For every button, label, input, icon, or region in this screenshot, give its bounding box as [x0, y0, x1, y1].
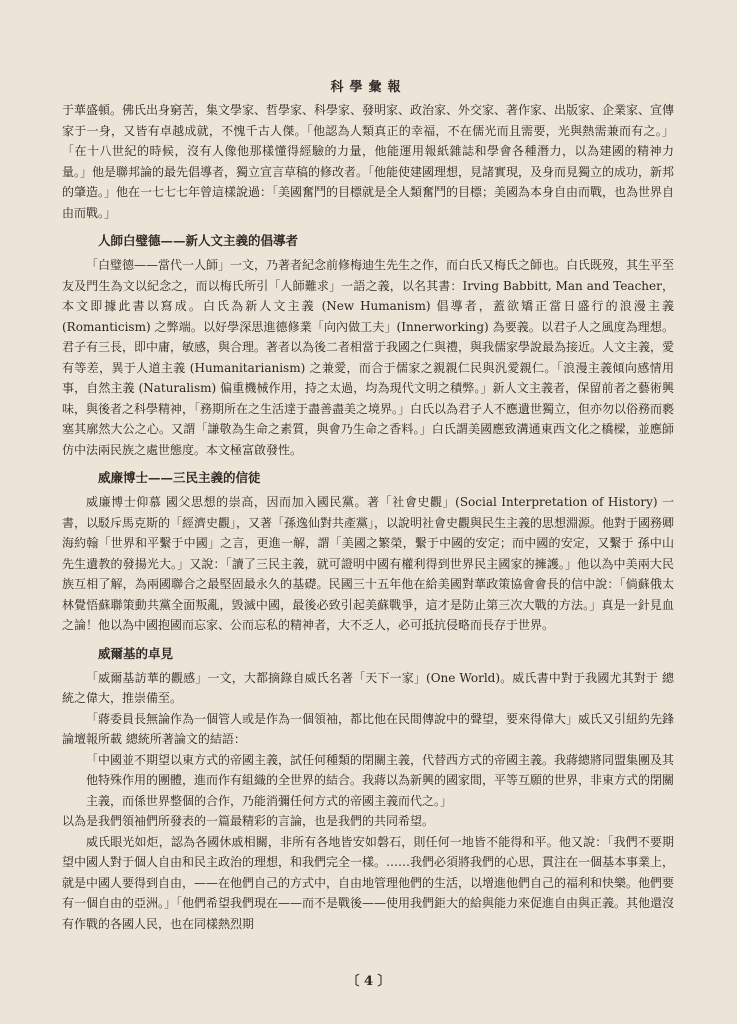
section-heading-williams: 威廉博士——三民主義的信徒 [98, 470, 261, 485]
article-body [62, 100, 674, 934]
section-heading-babbitt: 人師白璧德——新人文主義的倡導者 [98, 233, 299, 248]
running-header: 科學彙報 [330, 80, 407, 95]
page-number: 〔 4 〕 [346, 974, 391, 989]
section-paragraph-willkie-3: 以為是我們領袖們所發表的一篇最精彩的言論，也是我們的共同希望。 [62, 814, 435, 828]
block-quote: 「中國並不期望以東方式的帝國主義，試任何種類的閉關主義，代替西方式的帝國主義。我蔣總將同盟集團及其他特殊作用的團體，進而作有組織的全世界的結合。我蔣以為新興的國家間，平等互願的世界，非東方式的閉關主義，而係世界整個的合作，乃能消彌任何方式的帝國主義而代之。」 [86, 752, 675, 808]
intro-paragraph: 于華盛頓。佛氏出身窮苦，集文學家、哲學家、科學家、發明家、政治家、外交家、著作家、出版家、企業家、宣傳家于一身，又皆有卓越成就，不愧千古人傑。「他認為人類真正的幸福，不在儒光而且需要，光與熱需兼而有之。」「在十八世紀的時候，沒有人像他那樣懂得經驗的力量，他能運用報紙雜誌和學會各種潛力，以為建國的精神力量。」他是聯邦論的最先倡導者，獨立宣言草稿的修改者。「他能使建國理想，見諸實現，及身而見獨立的成功，新邦的肇造。」他在一七七七年曾這樣說過：「美國奮鬥的目標就是全人類奮鬥的目標；美國為本身自由而戰，也為世界自由而戰。」 [62, 103, 675, 220]
section-paragraph-willkie-2: 「蔣委員長無論作為一個管人或是作為一個領袖，都比他在民間傳說中的聲望，要來得偉大」威氏又引紐約先鋒論壇報所載 總統所著論文的結語： [62, 711, 675, 746]
section-paragraph-williams: 威廉博士仰慕 國父思想的崇高，因而加入國民黨。著「社會史觀」(Social Interpretation of History) 一書，以駁斥馬克斯的「經濟史觀」，又著「孫逸仙對共產黨」，以說明社會史觀與民生主義的思想淵源。他對于國務卿海約翰「世界和平繫于中國」之言，更進一解，謂「美國之繁榮，繫于中國的安定；而中國的安定，又繫于 孫中山先生遺教的發揚光大。」又說：「讀了三民主義，就可證明中國有權利得到世界民主國家的擁護。」他以為中美兩大民族互相了解，為兩國聯合之最堅固最永久的基礎。民國三十五年他在給美國對華政策協會會長的信中說：「倘蘇俄太林覺悟蘇聯策動共黨全面叛亂，毀滅中國，最後必致引起美蘇戰爭，這才是防止第三次大戰的方法。」真是一針見血之論！他以為中國抱國而忘家、公而忘私的精神者，大不乏人，必可抵抗侵略而長存于世界。 [62, 495, 675, 632]
section-paragraph-babbitt: 「白璧德——當代一人師」一文，乃著者紀念前修梅迪生先生之作，而白氏又梅氏之師也。白氏既歿，其生平至友及門生為文以紀念之，而以梅氏所引「人師難求」一語之義，以名其書：Irving Babbitt, Man and Teacher，本文即據此書以寫成。白氏為新人文主義 (New Humanism) 倡導者，蓋欲矯正當日盛行的浪漫主義 (Romanticism) 之弊端。以好學深思進德修業「向內做工夫」(Innerworking) 為要義。以君子人之風度為理想。君子有三長，即中庸，敏感，與合理。著者以為後二者相當于我國之仁與禮，與我儒家學說最為接近。人文主義，愛有等差，異于人道主義 (Humanitarianism) 之兼愛，而合于儒家之親親仁民與汎愛親仁。「浪漫主義傾向感情用事，自然主義 (Naturalism) 偏重機械作用，持之太過，均為現代文明之積弊。」新人文主義者，保留前者之藝術興味，與後者之科學精神，「務期所在之生活達于盡善盡美之境界。」白氏以為君子人不應遺世獨立，但亦勿以俗務而褻塞其廓然大公之心。又謂「謙敬為生命之素質，與會乃生命之香料。」白氏謂美國應致溝通東西文化之橋樑，並應師仿中法兩民族之處世態度。本文極富啟發性。 [62, 258, 675, 457]
section-paragraph-willkie-1: 「威爾基訪華的觀感」一文，大都摘錄自威氏名著「天下一家」(One World)。威氏書中對于我國尤其對于 總統之偉大，推崇備至。 [62, 670, 674, 705]
section-paragraph-willkie-4: 威氏眼光如炬，認為各國休戚相關，非所有各地皆安如磐石，則任何一地皆不能得和平。他又說：「我們不要期望中國人對于個人自由和民主政治的理想，和我們完全一樣。……我們必須將我們的心思，貫注在一個基本事業上，就是中國人要得到自由，——在他們自己的方式中，自由地管理他們的生活，以增進他們自己的福利和快樂。他們要有一個自由的亞洲。」「他們希望我們現在——而不是戰後——使用我們鉅大的給與能力來促進自由與正義。其他還沒有作戰的各國人民，也在同樣熱烈期 [62, 834, 675, 931]
section-heading-willkie: 威爾基的卓見 [98, 645, 174, 661]
